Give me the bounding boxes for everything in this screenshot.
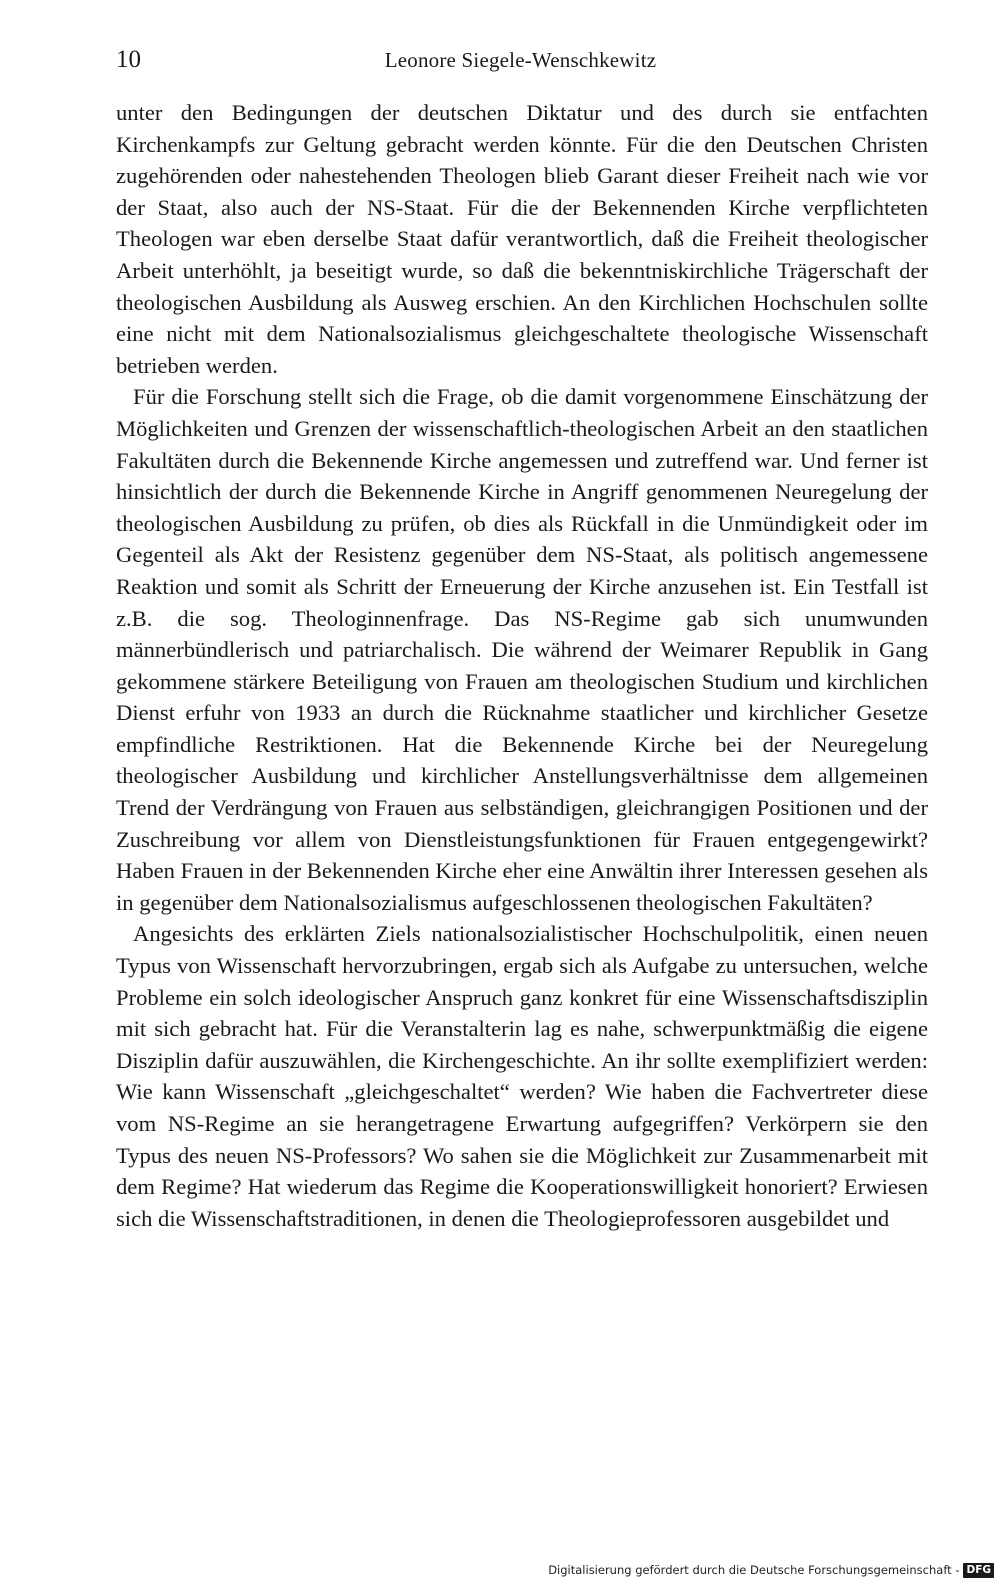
running-head: Leonore Siegele-Wenschkewitz [384,48,657,72]
digitization-credit: Digitalisierung gefördert durch die Deutsche Forschungsgemeinschaft - [548,1563,960,1577]
page-number: 10 [116,46,141,73]
digitization-footer [548,1561,994,1579]
paragraph-1: unter den Bedingungen der deutschen Diktatur und des durch sie entfachten Kirchenkampfs zur Geltung gebracht werden könnte. Für die den Deutschen Christen zugehörenden oder nahestehenden Theologen blieb Garant dieser Freiheit nach wie vor der Staat, also auch der NS-Staat. Für die der Bekennenden Kirche verpflichteten Theologen war eben derselbe Staat dafür verantwortlich, daß die Freiheit theologischer Arbeit unterhöhlt, ja beseitigt wurde, so daß die bekenntniskirchliche Trägerschaft der theologischen Ausbildung als Ausweg erschien. An den Kirchlichen Hochschulen sollte eine nicht mit dem Nationalsozialismus gleichgeschaltete theologische Wissenschaft betrieben werden. [116,100,928,378]
body-text [116,97,928,1234]
paragraph-2: Für die Forschung stellt sich die Frage, ob die damit vorgenommene Einschätzung der Möglichkeiten und Grenzen der wissenschaftlich-theologischen Arbeit an den staatlichen Fakultäten durch die Bekennende Kirche angemessen und zutreffend war. Und ferner ist hinsichtlich der durch die Bekennende Kirche in Angriff genommenen Neuregelung der theologischen Ausbildung zu prüfen, ob dies als Rückfall in die Unmündigkeit oder im Gegenteil als Akt der Resistenz gegenüber dem NS-Staat, als politisch angemessene Reaktion und somit als Schritt der Erneuerung der Kirche anzusehen ist. Ein Testfall ist z.B. die sog. Theologinnenfrage. Das NS-Regime gab sich unumwunden männerbündlerisch und patriarchalisch. Die während der Weimarer Republik in Gang gekommene stärkere Beteiligung von Frauen am theologischen Studium und kirchlichen Dienst erfuhr von 1933 an durch die Rücknahme staatlicher und kirchlicher Gesetze empfindliche Restriktionen. Hat die Bekennende Kirche bei der Neuregelung theologischer Ausbildung und kirchlicher Anstellungsverhältnisse dem allgemeinen Trend der Verdrängung von Frauen aus selbständigen, gleichrangigen Positionen und der Zuschreibung vor allem von Dienstleistungsfunktionen für Frauen entgegengewirkt? Haben Frauen in der Bekennenden Kirche eher eine Anwältin ihrer Interessen gesehen als in gegenüber dem Nationalsozialismus aufgeschlossenen theologischen Fakultäten? [116,384,928,915]
page-header [116,42,925,78]
paragraph-3: Angesichts des erklärten Ziels nationalsozialistischer Hochschulpolitik, einen neuen Typus von Wissenschaft hervorzubringen, ergab sich als Aufgabe zu untersuchen, welche Probleme ein solch ideologischer Anspruch ganz konkret für eine Wissenschaftsdisziplin mit sich gebracht hat. Für die Veranstalterin lag es nahe, schwerpunktmäßig die eigene Disziplin dafür auszuwählen, die Kirchengeschichte. An ihr sollte exemplifiziert werden: Wie kann Wissenschaft „gleichgeschaltet“ werden? Wie haben die Fachvertreter diese vom NS-Regime an sie herangetragene Erwartung aufgegriffen? Verkörpern sie den Typus des neuen NS-Professors? Wo sahen sie die Möglichkeit zur Zusammenarbeit mit dem Regime? Hat wiederum das Regime die Kooperationswilligkeit honoriert? Erwiesen sich die Wissenschaftstraditionen, in denen die Theologieprofessoren ausgebildet und [116,921,928,1231]
dfg-logo-icon: DFG [963,1563,994,1578]
